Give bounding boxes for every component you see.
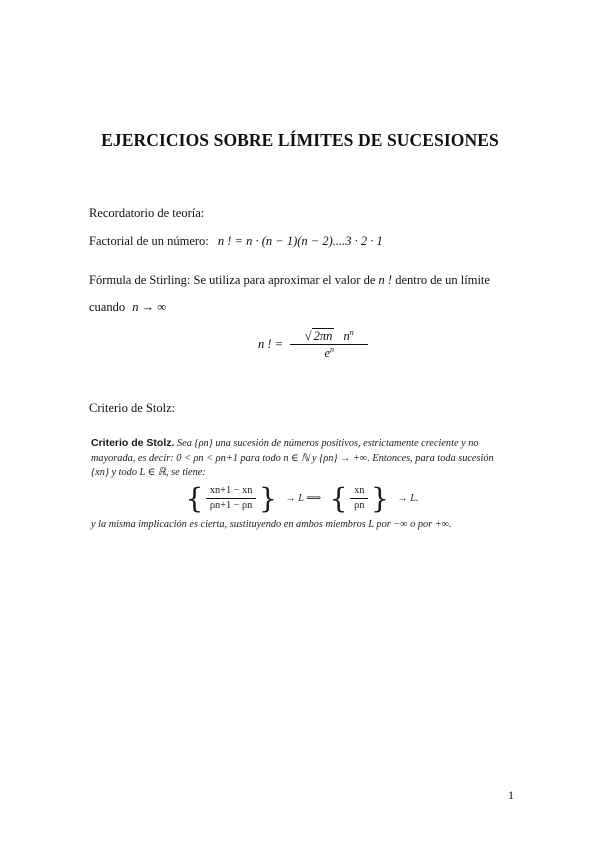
- stirling-n-factorial: n !: [378, 273, 393, 287]
- page-number: 1: [508, 788, 514, 802]
- stolz-arrow-2: → L.: [397, 492, 419, 504]
- stolz-fraction-2-den: ρn: [354, 500, 365, 511]
- stolz-fraction-1-num: xn+1 − xn: [209, 484, 253, 496]
- factorial-formula: n ! = n · (n − 1)(n − 2)....3 · 2 · 1: [217, 234, 383, 248]
- right-brace-2: }: [370, 481, 389, 515]
- stolz-implication: [91, 481, 513, 515]
- stirling-fraction: [290, 328, 368, 361]
- stolz-fraction-2: [350, 484, 368, 514]
- stirling-denominator: [290, 345, 368, 361]
- stirling-formula-lhs: n ! =: [258, 337, 284, 352]
- stolz-fraction-2-num: xn: [354, 484, 365, 496]
- sqrt-argument: 2πn: [313, 329, 333, 344]
- recordatorio-label: Recordatorio de teoría:: [89, 206, 205, 220]
- stolz-fraction-1: [206, 484, 257, 514]
- stolz-text-2: y la misma implicación es cierta, sustituyendo en ambos miembros L por −∞ o por +∞.: [91, 518, 452, 530]
- stirling-line-1: [89, 273, 519, 288]
- stolz-text-1: Sea {ρn} una sucesión de números positivos, estrictamente creciente y no mayorada, es decir: 0 < ρn < ρn+1 para todo n ∈ ℕ y {ρn} → +∞. Entonces, para toda sucesión {xn} y todo L ∈ ℝ, se tiene:: [91, 438, 494, 478]
- page-title: EJERCICIOS SOBRE LÍMITES DE SUCESIONES: [101, 130, 499, 150]
- stirling-formula: [258, 328, 368, 361]
- sqrt-symbol: √ 2πn: [304, 329, 333, 344]
- numerator-power-base: n: [343, 329, 350, 344]
- stirling-text-end: dentro de un límite: [395, 273, 490, 287]
- left-brace-1: {: [185, 481, 204, 515]
- stolz-fraction-1-den: ρn+1 − ρn: [209, 500, 253, 511]
- denominator-exp: n: [330, 345, 335, 355]
- stirling-line-2: [89, 300, 166, 315]
- stolz-theorem-box: [91, 436, 513, 532]
- stirling-numerator: [290, 328, 368, 344]
- numerator-power-exp: n: [349, 328, 354, 337]
- stolz-label: Criterio de Stolz:: [89, 401, 176, 415]
- right-brace-1: }: [258, 481, 277, 515]
- left-brace-2: {: [329, 481, 348, 515]
- denominator-base: e: [324, 346, 331, 361]
- stolz-paragraph-1: [91, 436, 513, 481]
- stirling-limit-expr: n → ∞: [132, 300, 167, 314]
- stirling-cuando: cuando: [89, 300, 126, 314]
- stolz-arrow-1: → L ⟹: [285, 492, 322, 504]
- factorial-label: Factorial de un número:: [89, 234, 209, 248]
- factorial-line: [89, 234, 383, 249]
- stolz-heading: Criterio de Stolz.: [91, 437, 175, 449]
- stirling-text: Fórmula de Stirling: Se utiliza para aproximar el valor de: [89, 273, 376, 287]
